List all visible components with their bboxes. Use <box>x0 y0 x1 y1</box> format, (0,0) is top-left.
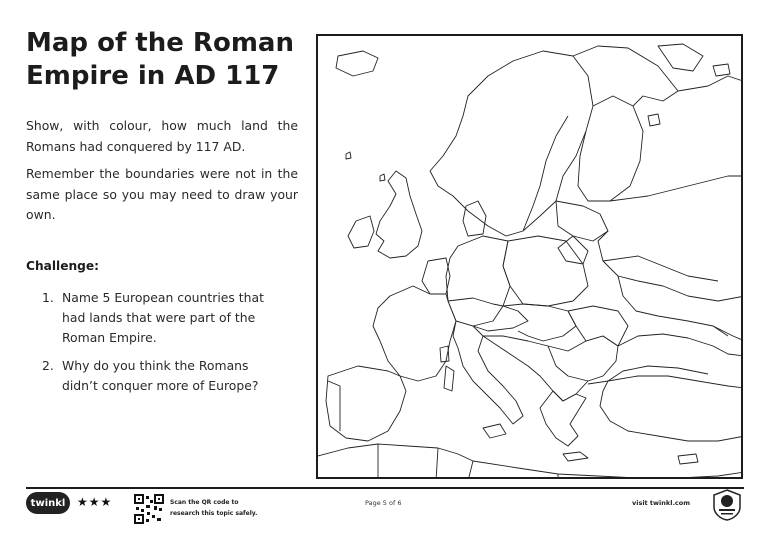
instruction-paragraph-1: Show, with colour, how much land the Romans had conquered by 117 AD. <box>26 118 298 154</box>
list-item <box>42 288 302 348</box>
question-number: 1. <box>42 290 54 305</box>
footer-divider <box>26 487 744 489</box>
logo-text: twinkl <box>30 497 66 509</box>
instruction-paragraph-2: Remember the boundaries were not in the same place so you may need to draw your own. <box>26 166 298 222</box>
challenge-questions <box>42 288 302 404</box>
question-number: 2. <box>42 358 54 373</box>
page-number: Page 5 of 6 <box>365 499 402 507</box>
europe-map <box>316 34 743 479</box>
qr-text-line: research this topic safely. <box>170 510 258 517</box>
qr-instructions <box>170 497 257 519</box>
question-text: Why do you think the Romans didn’t conquer more of Europe? <box>62 358 259 393</box>
page-title: Map of the Roman Empire in AD 117 <box>26 28 294 91</box>
website-link[interactable]: visit twinkl.com <box>632 499 691 507</box>
qr-text-line: Scan the QR code to <box>170 499 239 506</box>
europe-outline-map-icon <box>318 36 743 479</box>
qr-code-icon <box>134 494 164 524</box>
challenge-heading: Challenge: <box>26 259 100 273</box>
star-rating-icon: ★★★ <box>77 495 113 509</box>
quality-badge-icon <box>712 489 742 521</box>
twinkl-logo <box>26 492 70 514</box>
list-item <box>42 356 302 396</box>
question-text: Name 5 European countries that had lands that were part of the Roman Empire. <box>62 290 264 345</box>
